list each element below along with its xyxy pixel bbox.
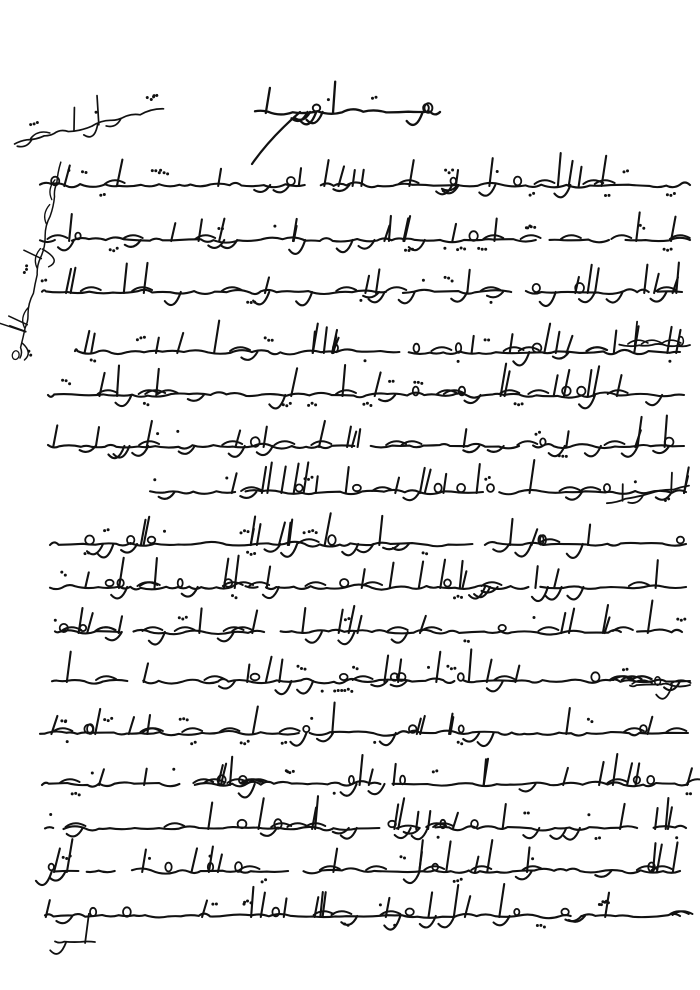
body-line — [40, 212, 690, 254]
corner-note-stroke — [8, 82, 166, 154]
body-text — [36, 153, 700, 930]
body-line — [50, 513, 686, 558]
corner-note-line — [8, 82, 166, 154]
body-line — [42, 754, 700, 797]
left-margin-annotation — [0, 157, 75, 363]
body-line — [45, 796, 686, 840]
body-line — [45, 884, 693, 930]
margin-note-3 — [630, 677, 691, 699]
body-line — [50, 556, 686, 601]
header-basmala-stroke — [255, 82, 440, 125]
body-line — [54, 601, 687, 645]
body-line — [48, 416, 684, 459]
footer-mark — [50, 914, 95, 954]
body-line — [41, 263, 682, 306]
body-line — [40, 703, 688, 746]
margin-notes — [603, 322, 691, 699]
side-annotation-stroke — [0, 157, 75, 363]
footer-mark-stroke — [50, 914, 95, 954]
body-line — [75, 321, 681, 366]
body-line — [150, 460, 689, 500]
body-line — [52, 649, 690, 694]
header-basmala — [252, 82, 440, 164]
corner-note — [8, 82, 166, 154]
body-line — [40, 153, 690, 197]
body-line — [36, 839, 680, 885]
side-annotation-line — [0, 157, 75, 363]
body-line — [48, 364, 684, 409]
